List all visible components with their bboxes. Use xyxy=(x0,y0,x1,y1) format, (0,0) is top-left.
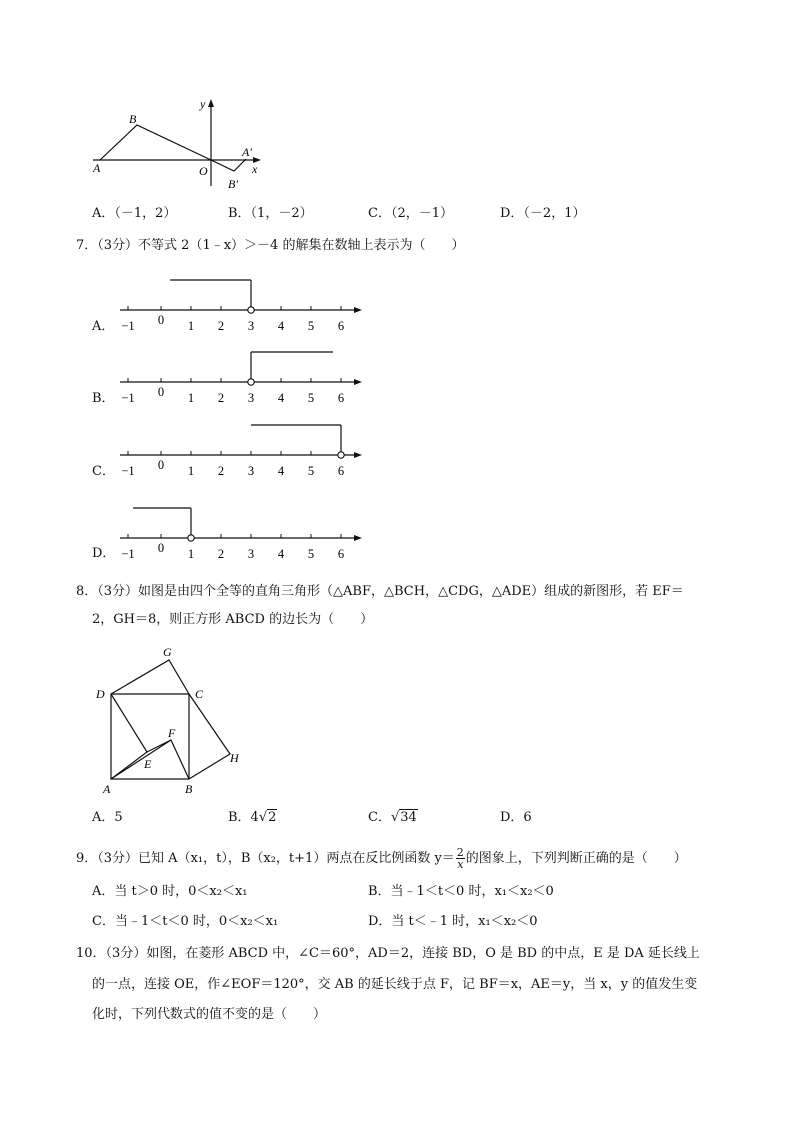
tick-label: 0 xyxy=(157,458,165,472)
tick-label: 0 xyxy=(157,541,165,555)
q8-option-b[interactable] xyxy=(228,810,277,826)
tick-label: 2 xyxy=(217,391,225,405)
number-line-a xyxy=(120,280,362,333)
tick-label: 3 xyxy=(247,391,255,405)
label-E: E xyxy=(144,757,152,771)
tick-label: 3 xyxy=(247,319,255,333)
label-C: C xyxy=(195,687,204,701)
open-circle-icon xyxy=(338,452,344,458)
label-B-prime: B′ xyxy=(228,177,238,191)
tick-label: 4 xyxy=(277,391,285,405)
q8-option-c[interactable] xyxy=(368,810,418,826)
q8-stem-line1: 8．（3分）如图是由四个全等的直角三角形（△ABF，△BCH，△CDG，△ADE）组成的新图形，若 EF＝ xyxy=(76,584,684,599)
label-O: O xyxy=(199,164,208,178)
q10-line1: 10．（3分）如图，在菱形 ABCD 中，∠C＝60°，AD＝2，连接 BD，O 是 BD 的中点，E 是 DA 延长线上 xyxy=(76,946,700,961)
q8-option-a[interactable]: A．5 xyxy=(92,810,123,825)
arrow-icon xyxy=(354,379,362,385)
tick-label: 6 xyxy=(337,464,345,478)
tick-label: 2 xyxy=(217,319,225,333)
tick-label: 6 xyxy=(337,391,345,405)
label-y: y xyxy=(200,97,206,111)
tick-label: 5 xyxy=(307,391,315,405)
open-circle-icon xyxy=(248,379,254,385)
tick-label: −1 xyxy=(121,547,135,561)
q9-fraction xyxy=(456,847,465,870)
arrow-icon xyxy=(354,307,362,313)
label-x: x xyxy=(252,162,258,176)
open-circle-icon xyxy=(188,535,194,541)
tick-label: −1 xyxy=(121,319,135,333)
number-line-d xyxy=(120,508,362,561)
q9-frac-den: x xyxy=(457,858,464,871)
arrow-icon xyxy=(354,535,362,541)
tick-label: 3 xyxy=(247,547,255,561)
label-B: B xyxy=(129,112,137,126)
q10-line2: 的一点，连接 OE，作∠EOF＝120°，交 AB 的延长线于点 F，记 BF＝x，AE＝y，当 x，y 的值发生变 xyxy=(92,977,698,992)
tick-label: 4 xyxy=(277,319,285,333)
tick-label: 0 xyxy=(157,313,165,327)
q9-option-b[interactable]: B．当﹣1＜t＜0 时，x₁＜x₂＜0 xyxy=(368,884,554,899)
q8-stem-line2: 2，GH＝8，则正方形 ABCD 的边长为（ ） xyxy=(92,612,374,627)
number-line-c xyxy=(120,425,362,478)
label-A: A xyxy=(103,782,111,796)
q9-frac-num: 2 xyxy=(456,846,464,859)
triangle-CDG xyxy=(111,660,189,694)
tick-label: 1 xyxy=(187,464,195,478)
tick-label: 2 xyxy=(217,547,225,561)
tick-label: 5 xyxy=(307,547,315,561)
q9-option-a[interactable]: A．当 t＞0 时，0＜x₂＜x₁ xyxy=(92,884,248,899)
tick-label: 5 xyxy=(307,319,315,333)
q9-stem-post: 的图象上，下列判断正确的是（ ） xyxy=(465,851,687,866)
number-line-b xyxy=(120,352,362,405)
q9-option-c[interactable]: C．当﹣1＜t＜0 时，0＜x₂＜x₁ xyxy=(92,914,279,929)
label-H: H xyxy=(230,751,239,765)
tick-label: 1 xyxy=(187,547,195,561)
open-circle-icon xyxy=(248,307,254,313)
q6-option-b[interactable]: B．（1，－2） xyxy=(228,206,313,221)
tick-label: 4 xyxy=(277,464,285,478)
tick-label: 6 xyxy=(337,547,345,561)
q7-option-a[interactable]: A． xyxy=(92,319,115,334)
q9-option-d[interactable]: D．当 t＜﹣1 时，x₁＜x₂＜0 xyxy=(368,914,538,929)
segment-EF xyxy=(147,740,171,752)
q10-line3: 化时，下列代数式的值不变的是（ ） xyxy=(92,1007,327,1022)
sqrt-sign: √ xyxy=(390,810,400,825)
triangle-ADE xyxy=(111,694,147,779)
tick-label: −1 xyxy=(121,391,135,405)
q7-option-c[interactable]: C． xyxy=(92,464,115,479)
tick-label: 1 xyxy=(187,319,195,333)
label-F: F xyxy=(168,726,176,740)
sqrt-sign: √ xyxy=(258,810,268,825)
q7-option-b[interactable]: B． xyxy=(92,391,115,406)
tick-label: 1 xyxy=(187,391,195,405)
q7-option-d[interactable]: D． xyxy=(92,546,116,561)
q8-option-c-prefix: C． xyxy=(368,810,391,825)
tick-label: −1 xyxy=(121,464,135,478)
q9-stem-pre: 9．（3分）已知 A（x₁，t），B（x₂，t+1）两点在反比例函数 y＝ xyxy=(76,851,455,866)
q8-option-b-radicand: 2 xyxy=(268,810,277,825)
q9-stem xyxy=(76,847,687,870)
label-A-prime: A′ xyxy=(242,145,252,159)
q8-option-d[interactable]: D．6 xyxy=(500,810,532,825)
q7-stem: 7．（3分）不等式 2（1﹣x）＞－4 的解集在数轴上表示为（ ） xyxy=(76,238,465,253)
tick-label: 6 xyxy=(337,319,345,333)
tick-label: 4 xyxy=(277,547,285,561)
q6-option-c[interactable]: C．（2，－1） xyxy=(368,206,453,221)
q6-option-a[interactable]: A．（－1，2） xyxy=(92,206,177,221)
label-G: G xyxy=(163,645,172,659)
tick-label: 3 xyxy=(247,464,255,478)
tick-label: 2 xyxy=(217,464,225,478)
q6-option-d[interactable]: D．（－2，1） xyxy=(500,206,586,221)
q8-square-figure xyxy=(92,642,252,797)
label-B: B xyxy=(185,782,193,796)
q8-option-b-prefix: B．4 xyxy=(228,810,259,825)
tick-label: 5 xyxy=(307,464,315,478)
q8-option-c-radicand: 34 xyxy=(400,810,417,825)
tick-label: 0 xyxy=(157,385,165,399)
label-D: D xyxy=(96,687,105,701)
triangle-BCH xyxy=(189,694,230,779)
arrow-icon xyxy=(354,452,362,458)
label-A: A xyxy=(93,161,101,175)
